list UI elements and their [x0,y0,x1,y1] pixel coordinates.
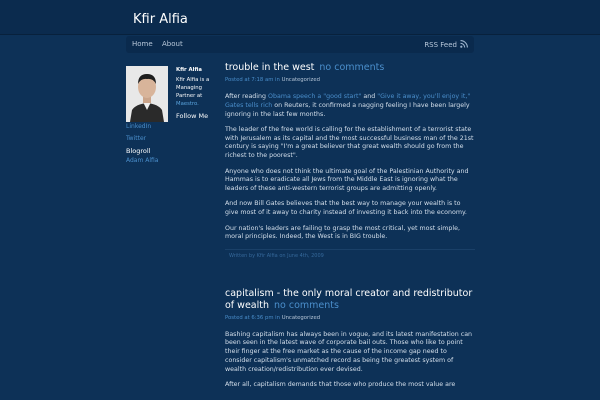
post-title [225,62,475,74]
bio-name: Kfir Alfia [176,67,202,73]
post-body [225,331,475,390]
linkedin-link[interactable]: LinkedIn [126,123,152,130]
comments-link[interactable]: no comments [319,62,385,73]
header-bar [0,0,600,35]
post-paragraph: And now Bill Gates believes that the best way to manage your wealth is to give most of it away to charity instead of investing it back into the economy. [225,200,467,217]
paragraph-text: After reading [225,93,269,100]
site-title[interactable]: Kfir Alfia [133,12,188,27]
post-title-link[interactable]: capitalism - the only moral creator and redistributor of wealth [225,287,473,311]
category-link[interactable]: Uncategorized [281,77,320,83]
bio-text [176,66,216,108]
post [225,288,475,390]
main-content [225,53,475,396]
post-paragraph [225,93,475,119]
nav-about-link[interactable]: About [162,40,183,48]
post-paragraph: Anyone who does not think the ultimate goal of the Palestinian Authority and Hammas is to eradicate all Jews from the Middle East is ignoring what the leaders of these anti-western terrorist groups are admitting openly. [225,167,469,193]
post-title [225,288,475,312]
post-title-link[interactable]: trouble in the west [225,62,315,73]
follow-me-heading: Follow Me [176,112,209,120]
rss-feed-label: RSS Feed [424,41,457,49]
nav-bar [126,36,474,53]
blogroll-link-adam-alfia[interactable]: Adam Alfia [126,157,159,164]
bio-description: Kfir Alfia is a Managing Partner at [176,77,210,99]
rss-icon [460,40,468,48]
comments-link[interactable]: no comments [274,299,339,311]
obama-speech-link[interactable]: Obama speech a "good start" [268,93,362,100]
paragraph-text: and [361,93,378,100]
paragraph-text: on Reuters, it confirmed a nagging feeling I have been largely ignoring in the last few months. [225,101,470,118]
post-footer: Written by Kfir Alfia on June 4th, 2009 [225,249,475,259]
category-link[interactable]: Uncategorized [281,314,321,321]
maestro-link[interactable]: Maestro. [176,101,199,107]
post-timestamp: Posted at 7:18 am in [225,77,280,83]
rss-feed-link[interactable] [424,40,468,49]
post-body [225,93,475,242]
post [225,62,475,259]
post-paragraph: Our nation's leaders are failing to grasp the most critical, yet most simple, moral principles. Indeed, the West is in BIG trouble. [225,224,460,241]
gates-article-link[interactable]: "Give it away, you'll enjoy it," Gates tells rich [225,93,471,109]
post-paragraph: The leader of the free world is calling for the establishment of a terrorist state with Jerusalem as its capital and the most successful business man of the 21st century is saying "I'm a great believer that great wealth should go from the richest to the poorest". [225,125,474,160]
twitter-link[interactable]: Twitter [126,135,147,142]
nav-home-link[interactable]: Home [132,40,153,48]
blogroll-heading: Blogroll [126,147,151,155]
post-meta [225,315,475,321]
post-paragraph: Bashing capitalism has always been in vogue, and its latest manifestation can been seen in the latest wave of corporate bail outs. Those who like to point their finger at the free market as the cause of the income gap need to consider capitalism's unmatched record as being the greatest system of wealth creation/redistribution ever devised. [225,330,473,373]
post-timestamp: Posted at 6:36 pm in [225,314,281,321]
post-meta [225,77,475,83]
avatar [126,66,168,122]
post-paragraph: After all, capitalism demands that those who produce the most value are [225,381,456,389]
